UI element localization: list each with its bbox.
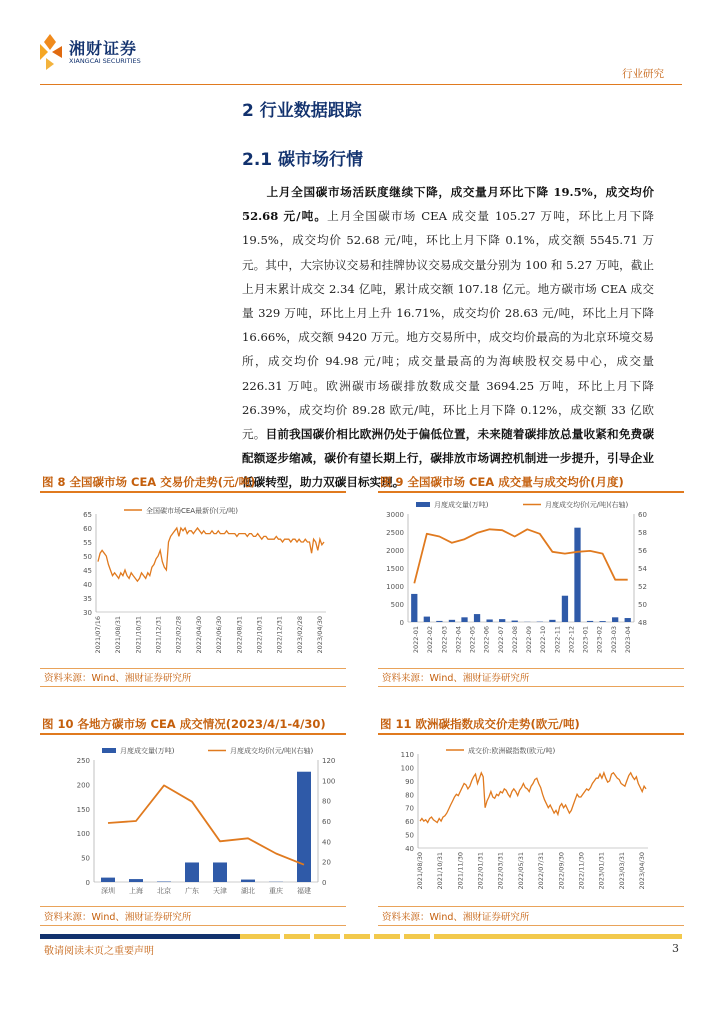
fig8-xtick-label: 2023/02/28	[295, 616, 304, 654]
fig9-bar	[424, 617, 430, 622]
fig10-ytick-left: 250	[76, 757, 90, 765]
fig9-xtick-label: 2022-01	[412, 626, 421, 654]
fig11-xtick-label: 2022/01/31	[476, 852, 485, 890]
fig11-ytick-label: 70	[405, 804, 414, 813]
fig9-bar	[474, 614, 480, 622]
fig10-source: 资料来源：Wind、湘财证券研究所	[44, 912, 192, 923]
fig8-bottom-rule	[40, 668, 346, 669]
fig10-bar	[101, 878, 115, 882]
fig9-bar	[562, 596, 568, 622]
fig10-source-rule	[40, 925, 346, 926]
fig10-xtick-label: 广东	[185, 887, 199, 895]
fig9-top-rule	[378, 491, 684, 493]
fig9-legend-line-label: 月度成交均价(元/吨)(右轴)	[545, 501, 629, 509]
fig9-xtick-label: 2022-10	[539, 626, 548, 654]
fig9-legend-bar-swatch	[416, 502, 430, 507]
fig11-ytick-label: 100	[400, 764, 414, 773]
fig10-ytick-right: 120	[322, 757, 336, 765]
fig11-source-rule	[378, 925, 684, 926]
fig11-ytick-label: 40	[405, 845, 414, 853]
fig11-source: 资料来源：Wind、湘财证券研究所	[382, 912, 530, 923]
fig9-ytick-left: 1500	[386, 565, 404, 573]
fig9-xtick-label: 2022-09	[525, 626, 534, 654]
fig10-bottom-rule	[40, 906, 346, 907]
fig9-xtick-label: 2022-06	[482, 626, 491, 654]
fig9-xtick-label: 2022-11	[553, 626, 562, 654]
fig9-bar	[549, 620, 555, 622]
fig8-legend-label: 全国碳市场CEA最新价(元/吨)	[146, 507, 238, 515]
fig9-xtick-label: 2022-12	[567, 626, 576, 654]
paragraph-tail: 目前我国碳价相比欧洲仍处于偏低位置，未来随着碳排放总量收紧和免费碳配额逐步缩减，碳价有望长期上行，碳排放市场调控机制进一步提升，引导企业低碳转型，助力双碳目标实现。	[242, 427, 654, 490]
fig10-ytick-left: 200	[76, 781, 90, 790]
fig10-top-rule	[40, 733, 346, 735]
fig11-xtick-label: 2022/09/30	[557, 852, 566, 890]
fig10-legend-bar-label: 月度成交量(万吨)	[120, 747, 175, 755]
company-name-cn: 湘财证券	[69, 39, 138, 58]
fig11-bottom-rule	[378, 906, 684, 907]
fig9-xtick-label: 2022-05	[468, 626, 477, 654]
fig8-ytick-label: 35	[83, 595, 92, 603]
fig9-xtick-label: 2022-07	[496, 626, 505, 654]
fig9-bottom-rule	[378, 668, 684, 669]
company-logo	[36, 32, 186, 74]
fig8-xtick-label: 2023/04/30	[316, 616, 324, 654]
company-name-en: XIANGCAI SECURITIES	[69, 57, 141, 65]
fig8-series-line	[98, 528, 324, 581]
logo-mark-icon	[36, 32, 68, 72]
fig8-ytick-label: 65	[83, 511, 92, 519]
fig11-xtick-label: 2021/10/31	[436, 852, 445, 890]
fig11-chart	[378, 736, 684, 904]
fig8-xtick-label: 2022/06/30	[215, 616, 224, 654]
fig10-line	[108, 785, 304, 864]
fig9-ytick-right: 52	[638, 583, 647, 591]
fig8-ytick-label: 30	[83, 609, 92, 617]
fig9-title: 图 9 全国碳市场 CEA 成交量与成交均价(月度)	[380, 475, 624, 489]
fig8-xtick-label: 2022/02/28	[174, 616, 183, 654]
fig8-top-rule	[40, 491, 346, 493]
fig9-xtick-label: 2023-02	[595, 626, 604, 654]
fig10-xtick-label: 福建	[297, 887, 311, 895]
fig10-ytick-left: 100	[76, 830, 90, 839]
fig11-xtick-label: 2022/07/31	[537, 852, 546, 890]
fig11-top-rule	[378, 733, 684, 735]
body-paragraph	[242, 180, 654, 495]
fig8-ytick-label: 55	[83, 539, 92, 547]
fig11-ytick-label: 50	[405, 831, 414, 840]
fig8-xtick-label: 2021/08/31	[114, 616, 123, 654]
fig9-bar	[587, 621, 593, 622]
paragraph-body: 上月全国碳市场 CEA 成交量 105.27 万吨，环比上月下降 19.5%，成交均价 52.68 元/吨，环比上月下降 0.1%，成交额 5545.71 万元。其中，大宗协议交易和挂牌协议交易成交量分别为 100 和 5.27 万吨，截止上月末累计成交 2.34 亿吨，累计成交额 107.18 亿元。地方碳市场 CEA 成交量 329 万吨，环比上月上升 16.71%，成交均价 28.63 元/吨，环比上月下降 16.66%，成交额 9420 万元。地方交易所中，成交均价最高的为北京环境交易所，成交均价 94.98 元/吨；成交量最高的为海峡股权交易中心，成交量 226.31 万吨。欧洲碳市场碳排放数成交量 3694.25 万吨，环比上月下降 26.39%，成交均价 89.28 欧元/吨，环比上月下降 0.12%，成交额 33 亿欧元。	[242, 209, 654, 442]
section-title: 2 行业数据跟踪	[242, 101, 362, 121]
fig9-source: 资料来源：Wind、湘财证券研究所	[382, 673, 530, 684]
fig10-ytick-left: 150	[76, 805, 90, 814]
fig8-ytick-label: 60	[83, 525, 92, 533]
fig11-xtick-label: 2021/11/30	[456, 852, 465, 890]
header-rule	[40, 84, 682, 85]
fig9-ytick-right: 58	[638, 529, 647, 537]
fig9-ytick-left: 500	[390, 601, 404, 609]
report-type: 行业研究	[622, 68, 664, 80]
fig9-bar	[512, 621, 518, 622]
fig11-xtick-label: 2022/05/31	[516, 852, 525, 890]
fig9-ytick-left: 2500	[386, 529, 404, 537]
fig11-title: 图 11 欧洲碳指数成交价走势(欧元/吨)	[380, 717, 580, 731]
fig11-xtick-label: 2022/03/31	[496, 852, 505, 890]
fig10-bar	[297, 772, 311, 882]
fig11-xtick-label: 2021/08/30	[416, 852, 424, 890]
fig11-ytick-label: 80	[405, 791, 414, 800]
fig9-bar	[599, 621, 605, 622]
fig8-xtick-label: 2022/04/30	[194, 616, 203, 654]
footer-stripe	[40, 934, 682, 939]
fig9-ytick-right: 48	[638, 619, 647, 627]
fig9-ytick-right: 54	[638, 565, 647, 573]
fig10-ytick-right: 80	[322, 797, 331, 806]
fig10-chart	[40, 736, 346, 904]
fig10-xtick-label: 北京	[157, 887, 171, 895]
fig10-ytick-right: 100	[322, 777, 336, 786]
fig10-ytick-left: 0	[85, 879, 90, 887]
fig10-ytick-right: 40	[322, 838, 331, 847]
fig9-bar	[499, 619, 505, 622]
fig9-bar	[411, 594, 417, 622]
fig8-source: 资料来源：Wind、湘财证券研究所	[44, 673, 192, 684]
fig9-xtick-label: 2022-02	[426, 626, 435, 654]
fig10-xtick-label: 湖北	[241, 887, 255, 895]
fig9-bar	[625, 618, 631, 622]
fig11-legend-label: 成交价:欧洲碳指数(欧元/吨)	[468, 747, 556, 755]
fig11-ytick-label: 110	[400, 751, 414, 759]
fig9-bar	[574, 528, 580, 622]
fig10-ytick-right: 0	[322, 879, 327, 887]
fig8-ytick-label: 45	[83, 567, 92, 575]
fig9-source-rule	[378, 686, 684, 687]
fig10-bar	[213, 862, 227, 882]
fig11-xtick-label: 2023/01/31	[597, 852, 606, 890]
fig8-chart	[40, 494, 346, 664]
fig10-ytick-left: 50	[81, 854, 90, 863]
fig8-xtick-label: 2022/08/31	[235, 616, 244, 654]
fig9-legend-bar-label: 月度成交量(万吨)	[434, 501, 489, 509]
fig10-ytick-right: 20	[322, 858, 331, 867]
fig9-bar	[486, 619, 492, 622]
fig9-xtick-label: 2023-03	[609, 626, 618, 654]
fig11-xtick-label: 2023/03/31	[617, 852, 626, 890]
fig9-ytick-right: 50	[638, 601, 647, 609]
fig10-bar	[241, 880, 255, 882]
fig8-xtick-label: 2021/12/31	[154, 616, 163, 654]
fig9-ytick-left: 0	[399, 619, 404, 627]
fig8-ytick-label: 50	[83, 553, 92, 561]
footer-disclaimer[interactable]: 敬请阅读末页之重要声明	[44, 946, 154, 957]
fig10-legend-line-label: 月度成交均价(元/吨)(右轴)	[230, 747, 314, 755]
fig9-bar	[612, 617, 618, 622]
fig8-xtick-label: 2022/10/31	[255, 616, 264, 654]
fig9-chart	[378, 494, 684, 664]
fig9-ytick-right: 56	[638, 547, 647, 555]
fig9-bar	[461, 617, 467, 622]
fig9-bar	[436, 621, 442, 622]
fig9-ytick-right: 60	[638, 511, 647, 519]
fig8-title: 图 8 全国碳市场 CEA 交易价走势(元/吨)	[42, 475, 256, 489]
fig10-ytick-right: 60	[322, 818, 331, 826]
fig11-xtick-label: 2022/11/30	[577, 852, 586, 890]
page-number: 3	[672, 942, 679, 955]
fig10-xtick-label: 上海	[129, 887, 143, 895]
fig9-xtick-label: 2023-01	[581, 626, 590, 654]
section-subtitle: 2.1 碳市场行情	[242, 150, 364, 170]
fig9-ytick-left: 3000	[386, 511, 404, 519]
fig11-xtick-label: 2023/04/30	[638, 852, 646, 890]
fig10-bar	[185, 862, 199, 882]
fig8-xtick-label: 2022/12/31	[275, 616, 284, 654]
fig8-xtick-label: 2021/10/31	[134, 616, 143, 654]
fig9-ytick-left: 1000	[386, 583, 404, 591]
fig10-xtick-label: 天津	[213, 887, 227, 895]
fig9-xtick-label: 2022-04	[454, 626, 463, 654]
fig10-bar	[129, 879, 143, 882]
fig9-xtick-label: 2022-03	[440, 626, 449, 654]
fig9-bar	[449, 620, 455, 622]
fig11-ytick-label: 60	[405, 818, 414, 827]
fig9-line	[414, 529, 627, 583]
fig8-ytick-label: 40	[83, 581, 92, 589]
fig11-ytick-label: 90	[405, 777, 414, 786]
fig10-legend-bar-swatch	[102, 748, 116, 753]
fig9-xtick-label: 2023-04	[623, 626, 632, 654]
fig10-xtick-label: 深圳	[101, 887, 115, 895]
fig8-xtick-label: 2021/07/16	[94, 616, 102, 654]
fig10-xtick-label: 重庆	[269, 887, 283, 895]
paragraph-lead: 上月全国碳市场活跃度继续下降，成交量月环比下降 19.5%，成交均价 52.68 元/吨。	[242, 185, 654, 224]
fig11-series-line	[420, 773, 646, 823]
fig9-ytick-left: 2000	[386, 547, 404, 555]
fig9-xtick-label: 2022-08	[510, 626, 519, 654]
fig8-source-rule	[40, 686, 346, 687]
fig10-title: 图 10 各地方碳市场 CEA 成交情况(2023/4/1-4/30)	[42, 717, 326, 731]
